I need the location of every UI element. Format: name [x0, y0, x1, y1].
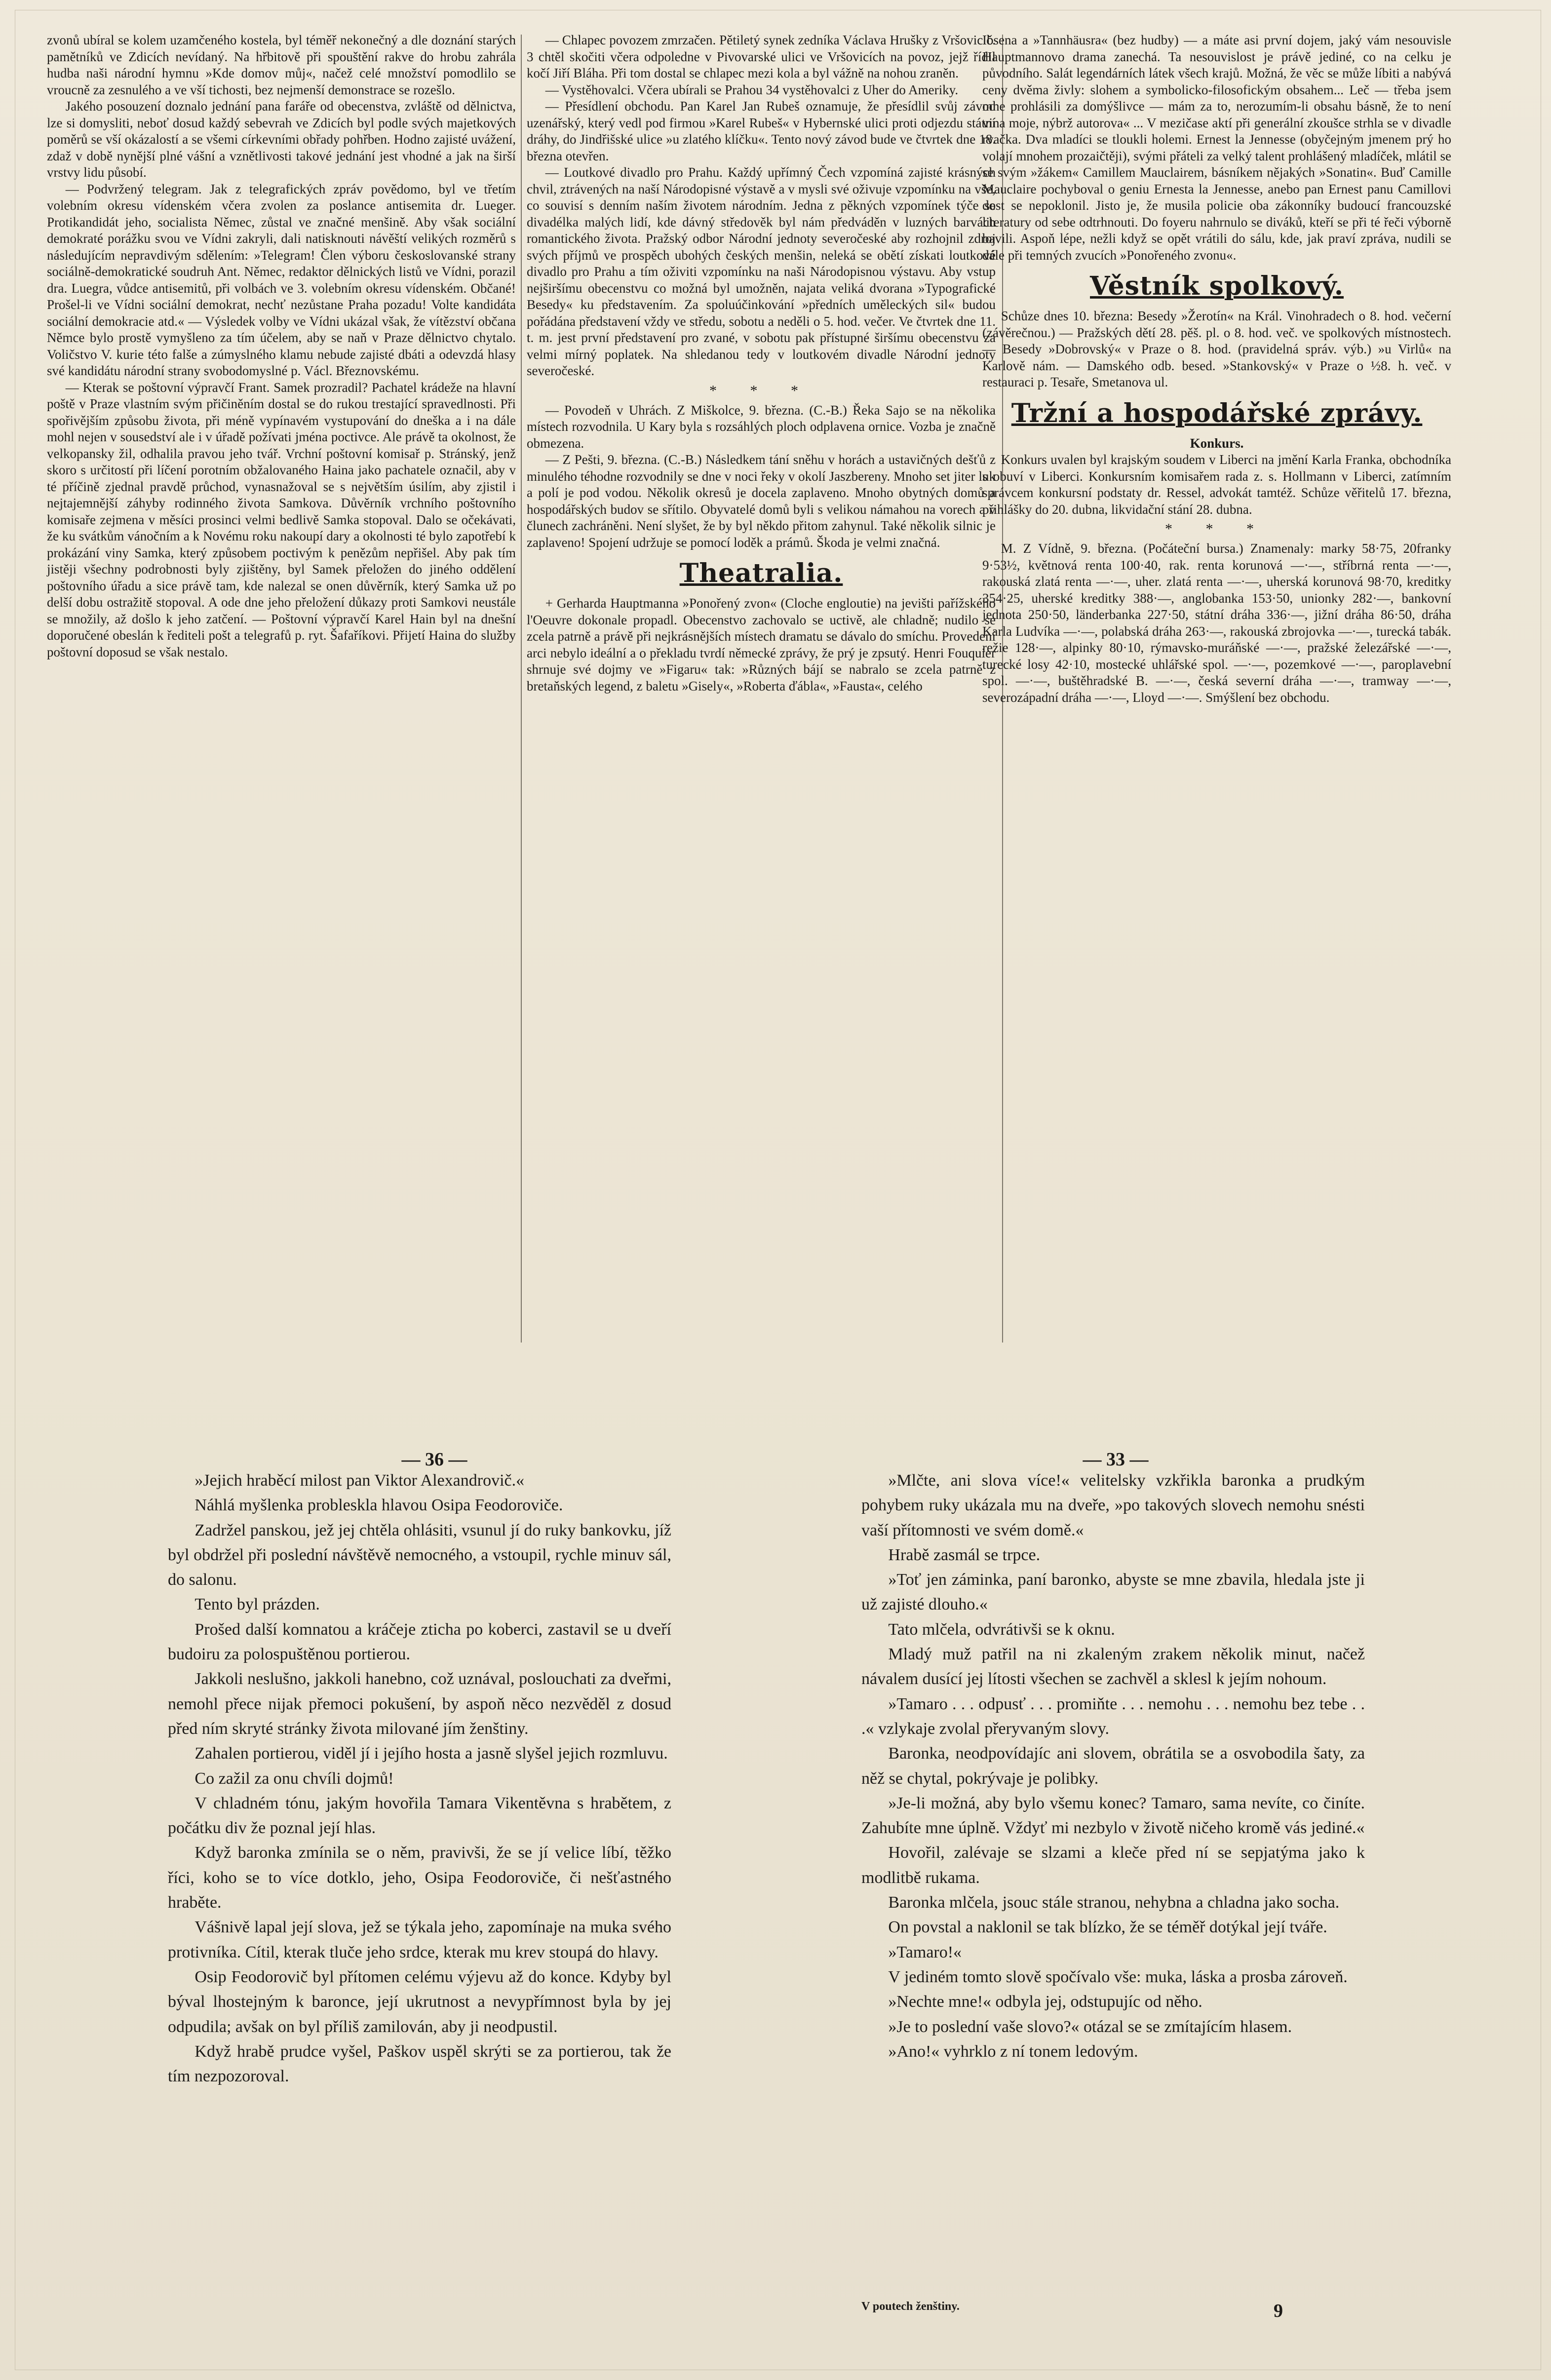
story-paragraph: Vášnivě lapal její slova, jež se týkala jeho, zapomínaje na muka svého protivníka. Cítil, kterak tluče jeho srdce, kterak mu krev stoupá do hlavy.: [168, 1918, 671, 1961]
story-paragraph: Prošed další komnatou a kráčeje zticha po koberci, zastavil se u dveří budoiru za polospuštěnou portierou.: [168, 1620, 671, 1664]
section-divider: * * *: [709, 382, 813, 399]
story-paragraph: Tato mlčela, odvrátivši se k oknu.: [888, 1620, 1115, 1639]
article-text: — Povodeň v Uhrách. Z Miškolce, 9. března. (C.-B.) Řeka Sajo se na několika místech rozvodnila. U Kary byla s rozsáhlých ploch odplavena ornice. Vozba je značně obmezena.: [527, 402, 996, 451]
story-paragraph: V chladném tónu, jakým hovořila Tamara Vikentěvna s hrabětem, z počátku div že poznal její hlas.: [168, 1794, 671, 1838]
story-paragraph: »Je to poslední vaše slovo?« otázal se se zmítajícím hlasem.: [888, 2017, 1292, 2036]
story-paragraph: Co zažil za onu chvíli dojmů!: [194, 1769, 394, 1788]
section-heading-theatralia: Theatralia.: [679, 558, 843, 588]
story-left: [168, 1468, 671, 2089]
page-number-right: — 33 —: [1083, 1449, 1149, 1470]
story-paragraph: »Jejich hraběcí milost pan Viktor Alexandrovič.«: [194, 1471, 525, 1490]
section-heading-trzni: Tržní a hospodářské zprávy.: [1011, 398, 1423, 428]
column-3: [982, 32, 1451, 706]
column-1: [47, 32, 516, 660]
article-text: M. Z Vídně, 9. března. (Počáteční bursa.) Znamenaly: marky 58·75, 20franky 9·53½, květnová renta 100·40, rak. renta korunová —·—, stříbrná renta —·—, rakouská zlatá renta —·—, uher. zlatá renta —·—, uherská korunová 98·70, kreditky 354·25, uherské kreditky 388·—, anglobanka 153·50, unionky 282·—, bankovní jednota 250·50, länderbanka 227·50, státní dráha 336·—, jižní dráha 86·50, dráha Karla Ludvíka —·—, polabská dráha 263·—, rakouská zbrojovka —·—, turecká tabák. režie 128·—, alpinky 80·10, rýmavsko-muráňské —·—, pražské železářské —·—, turecké losy 42·10, mostecké uhlářské spol. —·—, pozemkové —·—, paroplavební spol. —·—, buštěhradské B. —·—, česká severní dráha —·—, tramway —·—, severozápadní dráha —·—, Lloyd —·—. Smýšlení bez obchodu.: [982, 541, 1451, 705]
article-text: — Kterak se poštovní výpravčí Frant. Samek prozradil? Pachatel krádeže na hlavní poště v Praze vlastním svým přičiněním dostal se do rukou trestající spravedlnosti. Při spořivějším způsobu života, při méně vypínavém vystupování do dneška a i na dále mohl nejen v sousedství ale i v úřadě požívati jména poctivce. Ale právě ta okolnost, že velkopansky žil, odhalila pravou jeho tvář. Vrchní poštovní komisař p. Stránský, jenž skoro s určitostí při líčení porotním obžalovaného Haina jako pachatele označil, aby v té příčině zjednal pravdě průchod, vynasnažoval se s největším úsilím, aby zjistil i nejtajemnější záhyby rodinného života Samkova. Důvěrník vrchního poštovního komisaře zejmena v měsíci prosinci velmi bedlivě Samka stopoval. Dalo se očekávati, že ku svátkům vánočním a k Novému roku nakoupí dary a okolnosti té bylo zapotřebí k prokázání viny Samka, který způsobem poctivým k penězům nepřišel. Aby pak tím jistěji všechny podrobnosti byly zjištěny, byl Samek přeložen do jiného oddělení poštovního úřadu a sice právě tam, kde nalezal se onen důvěrník, který Samka už po delší dobu ostražitě stopoval. A ode dne jeho přeložení důkazy proti Samkovi neustále se množily, až došlo k jeho zatčení. — Poštovní výpravčí Karel Hain byl na dnešní doporučené obeslán k řediteli pošt a telegrafů p. ryt. Šafaříkovi. Přijetí Haina do služby poštovní doposud se však nestalo.: [47, 380, 516, 659]
article-text: + Gerharda Hauptmanna »Ponořený zvon« (Cloche engloutie) na jevišti pařížského l'Oeuvre dokonale propadl. Obecenstvo zachovalo se uctivě, ale chladně; nudilo se zcela patrně a právě při nejkrásnějších místech dramatu se dávalo do smíchu. Provedení arci nebylo ideální a o překladu tvrdí německé zprávy, že prý je zpsutý. Henri Fouquier shrnuje své dojmy ve »Figaru« tak: »Různých bájí se nabralo se zcela patrně z bretaňských legend, z baletu »Gisely«, »Roberta ďábla«, »Fausta«, celého: [527, 596, 996, 693]
section-divider: * * *: [1165, 521, 1269, 537]
story-paragraph: Jakkoli neslušno, jakkoli hanebno, což uznával, poslouchati za dveřmi, nemohl přece nijak přemoci pokušení, by aspoň něco nezvěděl z dosud před ním skryté stránky života milované jím ženštiny.: [168, 1670, 671, 1738]
story-paragraph: »Tamaro!«: [888, 1943, 962, 1961]
story-paragraph: Hovořil, zalévaje se slzami a kleče před ní se sepjatýma jako k modlitbě rukama.: [861, 1843, 1365, 1887]
story-paragraph: Baronka mlčela, jsouc stále stranou, nehybna a chladna jako socha.: [888, 1893, 1340, 1912]
article-text: — Z Pešti, 9. března. (C.-B.) Následkem tání sněhu v horách a ustavičných dešťů z minulého téhodne rozvodnily se dne v noci řeky v okolí Jaszbereny. Mnoho set jiter luk a polí je pod vodou. Několik okresů je docela zaplaveno. Mnoho obytných domů a hospodářských budov se sřítilo. Obyvatelé domů byli s velikou námahou na vorech a v člunech zachráněni. Není slyšet, že by byl někdo přitom zahynul. Také několik silnic je zaplaveno! Spojení udržuje se pomocí loděk a prámů. Škoda je velmi značná.: [527, 452, 996, 550]
article-text: — Chlapec povozem zmrzačen. Pětiletý synek zedníka Václava Hrušky z Vršovic č. 3 chtěl skočiti včera odpoledne v Pivovarské ulici ve Vršovicích na povoz, jejž řídil kočí Jiří Bláha. Při tom dostal se chlapec mezi kola a byl vážně na nohou zraněn.: [527, 33, 996, 80]
running-footer-title: V poutech ženštiny.: [861, 2300, 960, 2313]
story-paragraph: »Toť jen záminka, paní baronko, abyste se mne zbavila, hledala jste ji už zajisté dlouho.«: [861, 1571, 1365, 1614]
story-paragraph: »Tamaro . . . odpusť . . . promiňte . . . nemohu . . . nemohu bez tebe . . .« vzlykaje zvolal přeryvaným slovy.: [861, 1694, 1365, 1738]
story-paragraph: »Nechte mne!« odbyla jej, odstupujíc od něho.: [888, 1993, 1202, 2011]
story-paragraph: Zahalen portierou, viděl jí i jejího hosta a jasně slyšel jejich rozmluvu.: [194, 1744, 668, 1763]
subheading-konkurs: Konkurs.: [1190, 435, 1244, 451]
article-text: Jakého posouzení doznalo jednání pana faráře od obecenstva, zvláště od dělnictva, lze si domysliti, neboť dosud každý sebevrah ve Zdicích byl podle svých majetkových poměrů se vší okázalostí a se všemi církevními obřady pohřben. Hodno zajisté uvážení, zdaž v době nynější plné vášní a vznětlivosti takové jednání jest vhodné a jak na širší vrstvy lidu působí.: [47, 99, 516, 180]
story-paragraph: Tento byl prázden.: [194, 1595, 320, 1614]
story-paragraph: »Ano!« vyhrklo z ní tonem ledovým.: [888, 2042, 1138, 2061]
page-number-left: — 36 —: [401, 1449, 467, 1470]
article-text: — Podvržený telegram. Jak z telegrafických zpráv povědomo, byl ve třetím volebním okresu vídenském včera zvolen za poslance antisemita dr. Lueger. Protikandidát jeho, socialista Němec, zůstal ve značné menšině. Aby však sociální demokraté porážku svou ve Vídni zakryli, dali natisknouti návěští velikých rozměrů s následujícím nepravdivým sdělením: »Telegram! Člen výboru českoslovanské strany sociálně-demokratické soudruh Ant. Němec, redaktor dělnických listů ve Vídni, porazil dra. Luegra, vůdce antisemitů, při volbách ve 3. volebním okresu vídenském. Občané! Prošel-li ve Vídni sociální demokrat, nechť nezůstane Praha pozadu! Volte kandidáta sociální demokracie atd.« — Výsledek volby ve Vídni ukázal však, že vítězství občana Němce bylo prostě vymyšleno za tím účelem, aby se naň v Praze dělnictvo chytalo. Voličstvo V. kurie této falše a zúmyslného klamu nebude zajisté dbáti a odevzdá hlasy své kandidátu národní strany svobodomyslné p. Václ. Březnovskému.: [47, 181, 516, 378]
story-paragraph: Mladý muž patřil na ni zkaleným zrakem několik minut, načež návalem dusící jej lítosti všechen se zachvěl a sklesl k jejím nohoum.: [861, 1645, 1365, 1689]
article-text: — Loutkové divadlo pro Prahu. Každý upřímný Čech vzpomíná zajisté krásných chvil, ztrávených na naší Národopisné výstavě a v mysli své oživuje vzpomínku na vše, co souvisí s denním naším životem národním. Jedna z pěkných vzpomínek týče se divadélka malých lidí, kde dávný středověk byl nám předváděn v luzných barvách romantického života. Pražský odbor Národní jednoty severočeské aby rozhojnil zdroj svých příjmů ve prospěch ubohých českých menšin, neleká se obětí získati loutkové divadlo pro Prahu a tím oživiti vzpomínku na naši Národopisnou výstavu. Aby vstup nejširšímu obecenstvu co možná byl umožněn, najata veliká dvorana »Typografické Besedy« ku představením. Za spoluúčinkování »předních uměleckých sil« budou pořádána představení vždy ve středu, sobotu a neděli o 5. hod. večer. Ve čtvrtek dne 11. t. m. jest první představení pro zvané, v sobotu pak přístupné širšímu obecenstvu za velmi mírný poplatek. Na shledanou tedy v loutkovém divadle Národní jednoty severočeské.: [527, 165, 996, 378]
story-paragraph: Hrabě zasmál se trpce.: [888, 1545, 1041, 1564]
article-text: — Přesídlení obchodu. Pan Karel Jan Rubeš oznamuje, že přesídlil svůj závod uzenářský, který vedl pod firmou »Karel Rubeš« v Hybernské ulici proti odjezdu státní dráhy, do Jindřišské ulice »u zlatého klíčku«. Tento nový závod bude ve čtvrtek dne 18. března otevřen.: [527, 99, 996, 163]
column-rule: [521, 35, 522, 1343]
story-paragraph: Osip Feodorovič byl přítomen celému výjevu až do konce. Kdyby byl býval lhostejným k baronce, její ukrutnost a nevypřímnost byla by jej odpudila; avšak on byl příliš zamilován, aby ji neodpustil.: [168, 1967, 671, 2036]
column-2: [527, 32, 996, 694]
article-text: Ibsena a »Tannhäusra« (bez hudby) — a máte asi první dojem, jaký vám nesouvisle Hauptmannovo drama zanechá. Ta nesouvislost je právě jediné, co na celku je původního. Salát legendárních látek všech krajů. Možná, že věc se může líbiti a nabývá ceny dvěma živly: slohem a symbolicko-filosofickým obsahem... Leč — třeba jsem mne prohlásili za domýšlivce — mám za to, nerozumím-li obsahu básně, že to není vina moje, nýbrž autorova« ... V mezičase aktí při generální zkoušce strhla se v divadle rvačka. Dva mladíci se tloukli holemi. Ernest la Jennesse (obyčejným jmenem prý ho volají mnohem prozaičtěji), svými přáteli za velký talent prohlášený mladíček, mlátil se se svým »žákem« Camillem Mauclairem, básníkem nějakých »Sonatin«. Buď Camille Mauclaire pochyboval o geniu Ernesta la Jennesse, anebo pan Ernest panu Camillovi dost se nepoklonil. Jisto je, že musila policie oba zákonníky budoucí francouzské literatury od sebe odtrhnouti. Do foyeru nahrnulo se diváků, kteří se při té řeči výborně bavili. Aspoň lépe, nežli když se opět vrátili do sálu, kde, jak praví zpráva, nudili se dále při temných zvucích »Ponořeného zvonu«.: [982, 33, 1451, 263]
article-text: Konkurs uvalen byl krajským soudem v Liberci na jmění Karla Franka, obchodníka s obuví v Liberci. Konkursním komisařem rada z. s. Hollmann v Liberci, zatímním správcem konkursní podstaty dr. Ressel, advokát tamtéž. Schůze věřitelů 17. března, přihlášky do 20. dubna, likvidační stání 28. dubna.: [982, 452, 1451, 517]
section-heading-vestnik: Věstník spolkový.: [1090, 271, 1344, 301]
article-text: Schůze dnes 10. března: Besedy »Žerotín« na Král. Vinohradech o 8. hod. večerní (závěrečnou.) — Pražských dětí 28. pěš. pl. o 8. hod. več. ve spolkových místnostech. — Besedy »Dobrovský« v Praze o 8. hod. (pravidelná správ. výb.) »u Virlů« na Karlově nám. — Damského odb. besed. »Stankovský« v Praze o ½8. h. več. v restauraci p. Tesaře, Smetanova ul.: [982, 308, 1451, 389]
story-paragraph: Když baronka zmínila se o něm, pravivši, že se jí velice líbí, těžko říci, koho se to více dotklo, jeho, Osipa Feodoroviče, či nešťastného hraběte.: [168, 1843, 671, 1912]
story-paragraph: »Mlčte, ani slova více!« velitelsky vzkřikla baronka a prudkým pohybem ruky ukázala mu na dveře, »po takových slovech nemohu snésti vaší přítomnosti ve svém domě.«: [861, 1471, 1365, 1539]
story-paragraph: On povstal a naklonil se tak blízko, že se téměř dotýkal její tváře.: [888, 1918, 1327, 1937]
story-paragraph: Zadržel panskou, jež jej chtěla ohlásiti, vsunul jí do ruky bankovku, jíž byl obdržel při poslední návštěvě nemocného, a vstoupil, rychle minuv sál, do salonu.: [168, 1521, 671, 1589]
article-text: — Vystěhovalci. Včera ubírali se Prahou 34 vystěhovalci z Uher do Ameriky.: [545, 82, 959, 97]
story-paragraph: Náhlá myšlenka probleskla hlavou Osipa Feodoroviče.: [194, 1496, 563, 1515]
story-paragraph: Když hrabě prudce vyšel, Paškov uspěl skrýti se za portierou, tak že tím nezpozoroval.: [168, 2042, 671, 2086]
story-paragraph: Baronka, neodpovídajíc ani slovem, obrátila se a osvobodila šaty, za něž se chytal, pokrývaje je polibky.: [861, 1744, 1365, 1788]
story-paragraph: V jediném tomto slově spočívalo vše: muka, láska a prosba zároveň.: [888, 1967, 1348, 1986]
story-paragraph: »Je-li možná, aby bylo všemu konec? Tamaro, sama nevíte, co činíte. Zahubíte mne úplně. Vždyť mi nezbylo v životě ničeho kromě vás jediné.«: [861, 1794, 1365, 1838]
story-right: [861, 1468, 1365, 2064]
footer-page-number: 9: [1274, 2301, 1283, 2321]
article-text: zvonů ubíral se kolem uzamčeného kostela, byl téměř nekonečný a dle doznání starých pamětníků ve Zdicích nevídaný. Na hřbitově při spouštění rakve do hrobu zahrála hudba naši národní hymnu »Kde domov můj«, načež celé množství pomodlilo se vroucně za zesnulého a ve vší tichosti, bez nejmenší demonstrace se rozešlo.: [47, 33, 516, 97]
